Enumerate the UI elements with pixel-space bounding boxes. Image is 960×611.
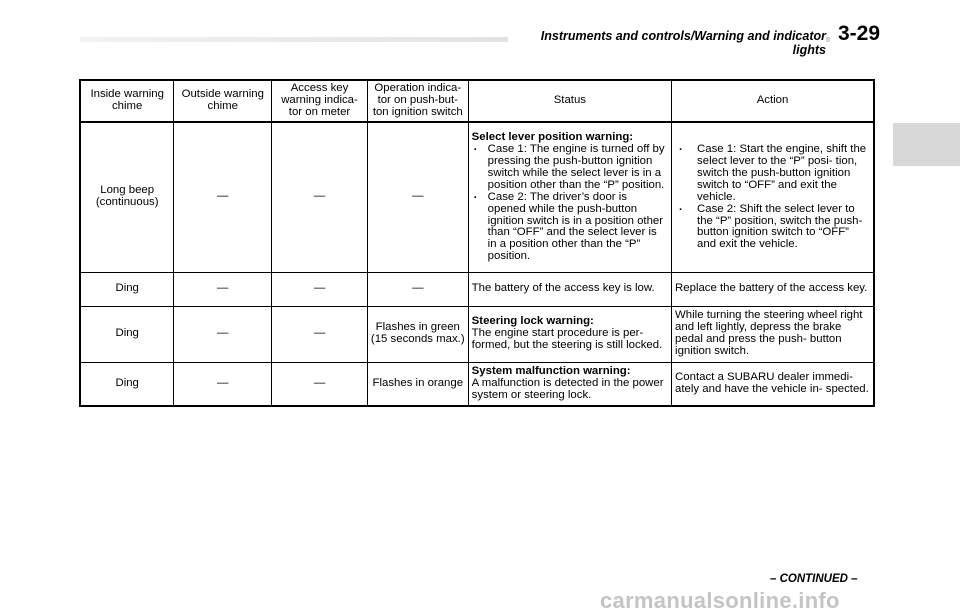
cell-action: While turning the steering wheel right and left lightly, depress the brake pedal and press the push- button ignition switch.	[672, 306, 874, 362]
cell-inside-chime: Ding	[80, 272, 174, 306]
col-status: Status	[468, 80, 671, 122]
cell-operation-indicator: —	[367, 272, 468, 306]
status-bullet: . Case 2: The driver’s door is opened while the push-button ignition switch is in a position other than “OFF” and the select lever is in a position other than the “P” position.	[472, 192, 668, 263]
cell-status: The battery of the access key is low.	[468, 272, 671, 306]
status-heading: Steering lock warning:	[471, 315, 594, 328]
cell-outside-chime: —	[174, 306, 272, 362]
cell-status	[468, 362, 671, 406]
col-inside-warning-chime: Inside warning chime	[80, 80, 174, 122]
col-outside-warning-chime: Outside warning chime	[174, 80, 272, 122]
cell-status	[468, 122, 671, 272]
cell-inside-chime: Long beep (continuous)	[80, 122, 174, 272]
cell-outside-chime: —	[174, 122, 272, 272]
action-bullet-list	[675, 144, 870, 251]
cell-action: Contact a SUBARU dealer immedi- ately and have the vehicle in- spected.	[672, 362, 874, 406]
cell-action: Replace the battery of the access key.	[672, 272, 874, 306]
status-text: A malfunction is detected in the power system or steering lock.	[471, 376, 664, 401]
status-heading: Select lever position warning:	[471, 130, 634, 143]
table-row	[80, 306, 874, 362]
status-bullet: . Case 1: The engine is turned off by pressing the push-button ignition switch while the select lever is in a position other than the “P” position.	[472, 144, 668, 191]
status-text: The engine start procedure is per- formed, but the steering is still locked.	[471, 327, 663, 351]
watermark-logo: carmanualsonline.info	[600, 588, 840, 611]
status-bullet-list	[472, 144, 668, 263]
action-bullet: . Case 2: Shift the select lever to the “P” position, switch the push-button ignition switch to “OFF” and exit the vehicle.	[675, 204, 870, 251]
cell-outside-chime: —	[174, 272, 272, 306]
table-row	[80, 122, 874, 272]
cell-operation-indicator: Flashes in orange	[367, 362, 468, 406]
col-operation-indicator: Operation indica- tor on push-but- ton ignition switch	[367, 80, 468, 122]
cell-outside-chime: —	[174, 362, 272, 406]
cell-inside-chime: Ding	[80, 362, 174, 406]
col-access-key-indicator: Access key warning indica- tor on meter	[272, 80, 368, 122]
cell-operation-indicator: Flashes in green (15 seconds max.)	[367, 306, 468, 362]
cell-access-indicator: —	[272, 362, 368, 406]
table-header-row	[80, 80, 874, 122]
continued-label: – CONTINUED –	[770, 573, 858, 585]
cell-access-indicator: —	[272, 272, 368, 306]
cell-access-indicator: —	[272, 306, 368, 362]
table-row	[80, 362, 874, 406]
status-heading: System malfunction warning:	[471, 364, 631, 377]
action-bullet: . Case 1: Start the engine, shift the select lever to the “P” posi- tion, switch the push-button ignition switch to “OFF” and exit the vehicle.	[675, 144, 870, 203]
page-number: 3-29	[838, 22, 881, 45]
cell-operation-indicator: —	[367, 122, 468, 272]
warning-chime-table	[79, 79, 875, 407]
col-action: Action	[672, 80, 874, 122]
cell-access-indicator: —	[272, 122, 368, 272]
cell-action	[672, 122, 874, 272]
section-title: Instruments and controls/Warning and indicator lights	[508, 29, 826, 57]
cell-inside-chime: Ding	[80, 306, 174, 362]
cell-status	[468, 306, 671, 362]
chapter-side-tab	[893, 123, 960, 166]
table-row	[80, 272, 874, 306]
